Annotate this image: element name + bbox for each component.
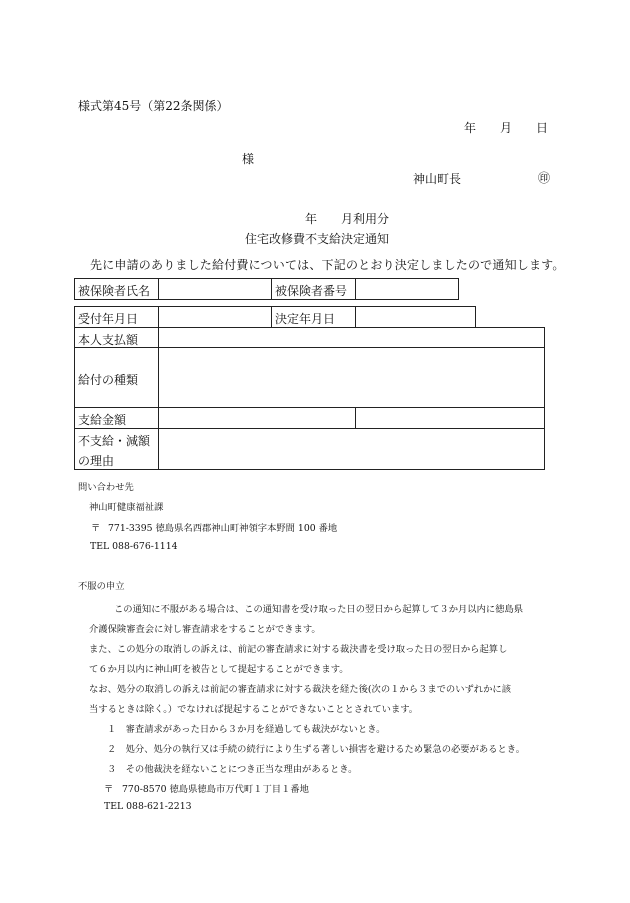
period-month-use: 月利用分: [341, 212, 390, 226]
appeal-item-2: ２ 処分、処分の執行又は手続の続行により生ずる著しい損害を避けるため緊急の必要があるとき。: [107, 744, 525, 755]
appeal-p1-line2: 介護保険審査会に対し審査請求をすることができます。: [89, 624, 321, 635]
issuer-name: 神山町長: [413, 172, 462, 186]
notice-title: 住宅改修費不支給決定通知: [245, 232, 390, 246]
appeal-p1-line1: この通知に不服がある場合は、この通知書を受け取った日の翌日から起算して３か月以内に徳島県: [114, 604, 524, 615]
appeal-p3-line1: なお、処分の取消しの訴えは前記の審査請求に対する裁決を経た後(次の１から３までのいずれかに該: [89, 684, 511, 695]
intro-text: 先に申請のありました給付費については、下記のとおり決定しましたので通知します。: [90, 258, 565, 272]
payment-amount-label: 支給金額: [78, 413, 127, 427]
date-day-label: 日: [536, 121, 549, 135]
date-month-label: 月: [500, 121, 513, 135]
appeal-tel: TEL 088-621-2213: [104, 801, 192, 812]
decision-date-label: 決定年月日: [275, 312, 336, 326]
reason-label-line2: の理由: [78, 454, 115, 468]
appeal-address: 770-8570 徳島県徳島市万代町１丁目１番地: [122, 784, 309, 795]
postal-mark-icon: 〒: [91, 523, 101, 534]
contact-tel: TEL 088-676-1114: [90, 541, 178, 552]
contact-dept: 神山町健康福祉課: [89, 502, 164, 513]
appeal-p2-line1: また、この処分の取消しの訴えは、前記の審査請求に対する裁決書を受け取った日の翌日から起算し: [89, 644, 508, 655]
received-date-label: 受付年月日: [78, 312, 139, 326]
addressee-suffix: 様: [242, 152, 255, 166]
seal-mark: ㊞: [538, 171, 551, 185]
self-payment-label: 本人支払額: [78, 333, 139, 347]
appeal-item-1: １ 審査請求があった日から３か月を経過しても裁決がないとき。: [107, 724, 386, 735]
appeal-p2-line2: て６か月以内に神山町を被告として提起することができます。: [89, 664, 349, 675]
appeal-postal-mark-icon: 〒: [104, 784, 114, 795]
form-number: 様式第45号（第22条関係）: [78, 99, 229, 113]
insured-name-label: 被保険者氏名: [78, 284, 151, 298]
contact-heading: 問い合わせ先: [78, 482, 134, 493]
appeal-item-3: ３ その他裁決を経ないことにつき正当な理由があるとき。: [107, 764, 358, 775]
benefit-type-label: 給付の種類: [78, 373, 139, 387]
contact-address: 771-3395 徳島県名西郡神山町神領字本野間 100 番地: [108, 523, 338, 534]
insured-number-label: 被保険者番号: [275, 284, 348, 298]
reason-label-line1: 不支給・減額: [78, 434, 151, 448]
date-year-label: 年: [464, 121, 477, 135]
period-year: 年: [305, 212, 318, 226]
appeal-p3-line2: 当するときは除く。）でなければ提起することができないこととされています。: [89, 704, 419, 715]
appeal-heading: 不服の申立: [78, 581, 125, 592]
